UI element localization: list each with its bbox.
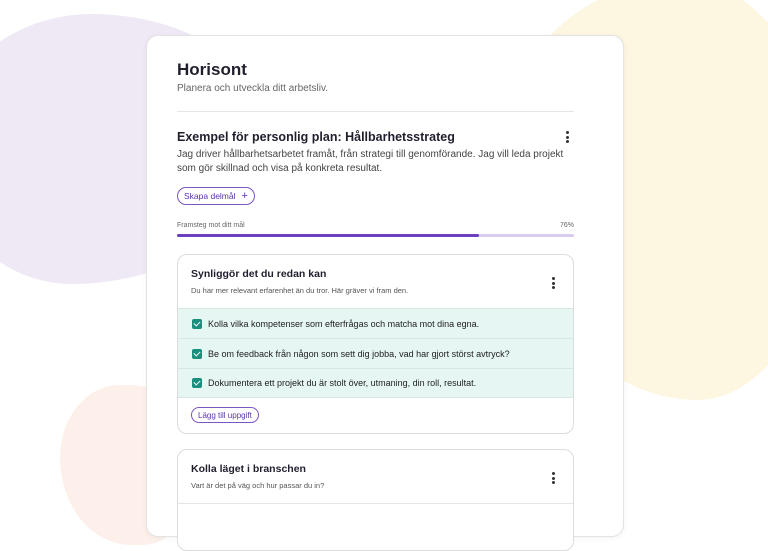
goal-more-options-icon[interactable]: [547, 470, 559, 486]
progress-bar-fill: [177, 234, 479, 237]
goal-card: [177, 254, 574, 434]
add-task-button[interactable]: [191, 407, 259, 423]
task-checkbox[interactable]: [192, 349, 202, 359]
plan-card: [146, 35, 624, 537]
create-subgoal-button[interactable]: [177, 187, 255, 205]
progress-value: 76%: [559, 222, 574, 229]
goal-card: [177, 449, 574, 551]
task-checkbox[interactable]: [192, 319, 202, 329]
goal-subtitle: Du har mer relevant erfarenhet än du tror. Här gräver vi fram den.: [191, 286, 409, 295]
task-item[interactable]: [178, 368, 573, 398]
app-subtitle: Planera och utveckla ditt arbetsliv.: [177, 83, 329, 94]
create-subgoal-label: Skapa delmål: [184, 191, 236, 201]
plan-description: Jag driver hållbarhetsarbetet framåt, från strategi till genomförande. Jag vill leda projekt som gör skillnad och visa på konkreta resultat.: [177, 149, 564, 174]
goal-title: Synliggör det du redan kan: [191, 268, 327, 280]
task-text: Kolla vilka kompetenser som efterfrågas och matcha mot dina egna.: [208, 318, 480, 329]
plan-more-options-icon[interactable]: [561, 129, 573, 145]
task-text: Dokumentera ett projekt du är stolt över, utmaning, din roll, resultat.: [208, 378, 477, 388]
add-task-label: Lägg till uppgift: [198, 410, 252, 420]
goal-title: Kolla läget i branschen: [191, 463, 306, 475]
task-item[interactable]: [178, 338, 573, 368]
task-item[interactable]: [178, 308, 573, 338]
progress-label: Framsteg mot ditt mål: [177, 222, 245, 229]
plan-title: Exempel för personlig plan: Hållbarhetsstrateg: [177, 130, 455, 144]
goal-divider: [178, 503, 573, 504]
goal-subtitle: Vart är det på väg och hur passar du in?: [191, 481, 325, 490]
task-list: [178, 308, 573, 398]
goal-more-options-icon[interactable]: [547, 275, 559, 291]
progress-bar: [177, 234, 574, 237]
app-title: Horisont: [177, 60, 247, 79]
task-text: Be om feedback från någon som sett dig jobba, vad har gjort störst avtryck?: [208, 348, 510, 359]
task-checkbox[interactable]: [192, 378, 202, 388]
header-divider: [177, 111, 574, 112]
plus-icon: +: [241, 190, 248, 202]
